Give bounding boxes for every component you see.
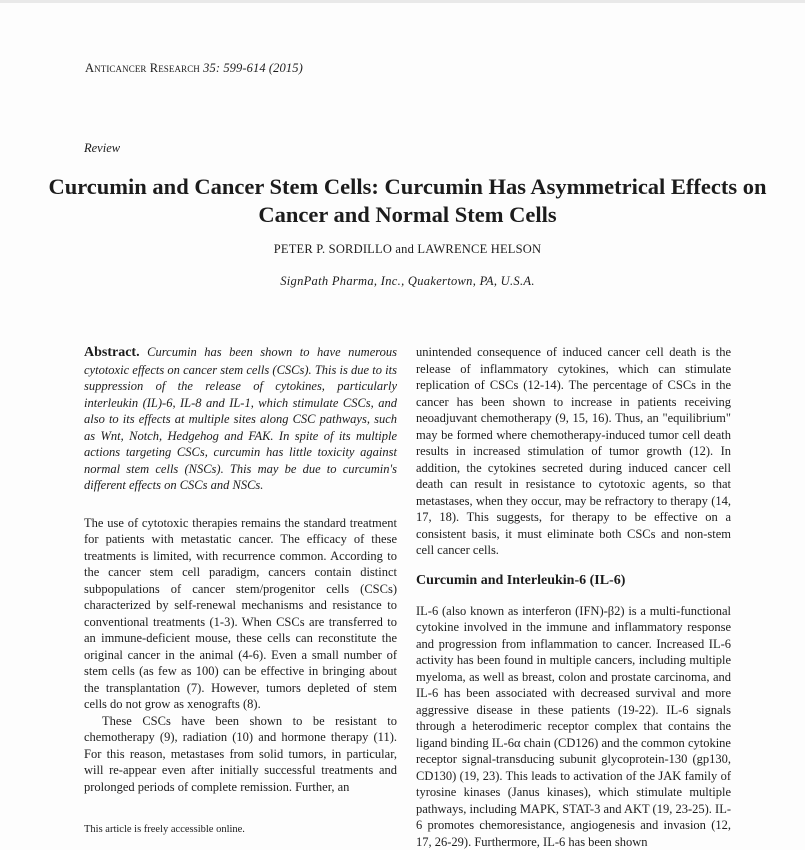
body-paragraph: IL-6 (also known as interferon (IFN)-β2) is a multi-functional cytokine involved in the immune and inflammatory response and progression from inflammation to cancer. Increased IL-6 activity has been found in multiple cancers, including multiple myeloma, as well as breast, colon and prostate carcinoma, and IL-6 has been associated with decreased survival and more aggressive disease in these patients (19-22). IL-6 signals through a heterodimeric receptor complex that contains the ligand binding IL-6α chain (CD126) and the common cytokine receptor signal-transducing subunit glycoprotein-130 (gp130, CD130) (19, 23). This leads to activation of the JAK family of tyrosine kinases (Janus kinases), which stimulate multiple pathways, including MAPK, STAT-3 and AKT (19, 23-25). IL-6 promotes chemoresistance, angiogenesis and invasion (12, 17, 26-29). Furthermore, IL-6 has been shown xyxy=(416,603,731,850)
abstract-text: Curcumin has been shown to have numerous cytotoxic effects on cancer stem cells (CSCs). This is due to its suppression of the release of cytokines, particularly interleukin (IL)-6, IL-8 and IL-1, which stimulate CSCs, and also to its effects at multiple sites along CSC pathways, such as Wnt, Notch, Hedgehog and FAK. In spite of its multiple actions targeting CSCs, curcumin has little toxicity against normal stem cells (NSCs). This may be due to curcumin's different effects on CSCs and NSCs. xyxy=(84,345,397,492)
journal-ref: 35: 599-614 (2015) xyxy=(203,61,303,75)
body-paragraph: The use of cytotoxic therapies remains the standard treatment for patients with metastatic cancer. The efficacy of these treatments is limited, with recurrence common. According to the cancer stem cell paradigm, cancers contain distinct subpopulations of cancer stem/progenitor cells (CSCs) characterized by self-renewal mechanisms and resistance to conventional treatments (1-3). When CSCs are transferred to an immune-deficient mouse, these cells can reconstitute the original cancer in the animal (4-6). Even a small number of stem cells (as few as 100) can be effective in bringing about the transplantation (7). However, tumors depleted of stem cells do not grow as xenografts (8). xyxy=(84,515,397,713)
body-paragraph: These CSCs have been shown to be resistant to chemotherapy (9), radiation (10) and hormone therapy (11). For this reason, metastases from solid tumors, in particular, will re-appear even after initially successful treatments and prolonged periods of complete remission. Further, an xyxy=(84,713,397,796)
article-type: Review xyxy=(84,141,120,156)
abstract-label: Abstract. xyxy=(84,345,140,360)
journal-header xyxy=(85,61,303,76)
page-top-edge xyxy=(0,0,805,3)
section-heading: Curcumin and Interleukin-6 (IL-6) xyxy=(416,572,731,590)
paper-title: Curcumin and Cancer Stem Cells: Curcumin Has Asymmetrical Effects on Cancer and Normal Stem Cells xyxy=(40,173,775,229)
abstract xyxy=(84,344,397,494)
authors: PETER P. SORDILLO and LAWRENCE HELSON xyxy=(40,242,775,257)
right-column xyxy=(416,344,731,850)
body-paragraph: unintended consequence of induced cancer cell death is the release of inflammatory cytokines, which can stimulate replication of CSCs (12-14). The percentage of CSCs in the cancer has been shown to increase in patients receiving neoadjuvant chemotherapy (9, 15, 16). Thus, an "equilibrium" may be formed where chemotherapy-induced tumor cell death results in increased stimulation of tumor growth (12). In addition, the cytokines secreted during induced cancer cell death can result in resistance to cytotoxic agents, so that metastases, when they occur, may be refractory to therapy (14, 17, 18). This suggests, for therapy to be effective on a consistent basis, it must eliminate both CSCs and non-stem cell cancer cells. xyxy=(416,344,731,559)
journal-name: Anticancer Research xyxy=(85,61,200,75)
footnote: This article is freely accessible online. xyxy=(84,824,245,835)
left-column xyxy=(84,344,397,795)
affiliation: SignPath Pharma, Inc., Quakertown, PA, U.S.A. xyxy=(40,274,775,289)
